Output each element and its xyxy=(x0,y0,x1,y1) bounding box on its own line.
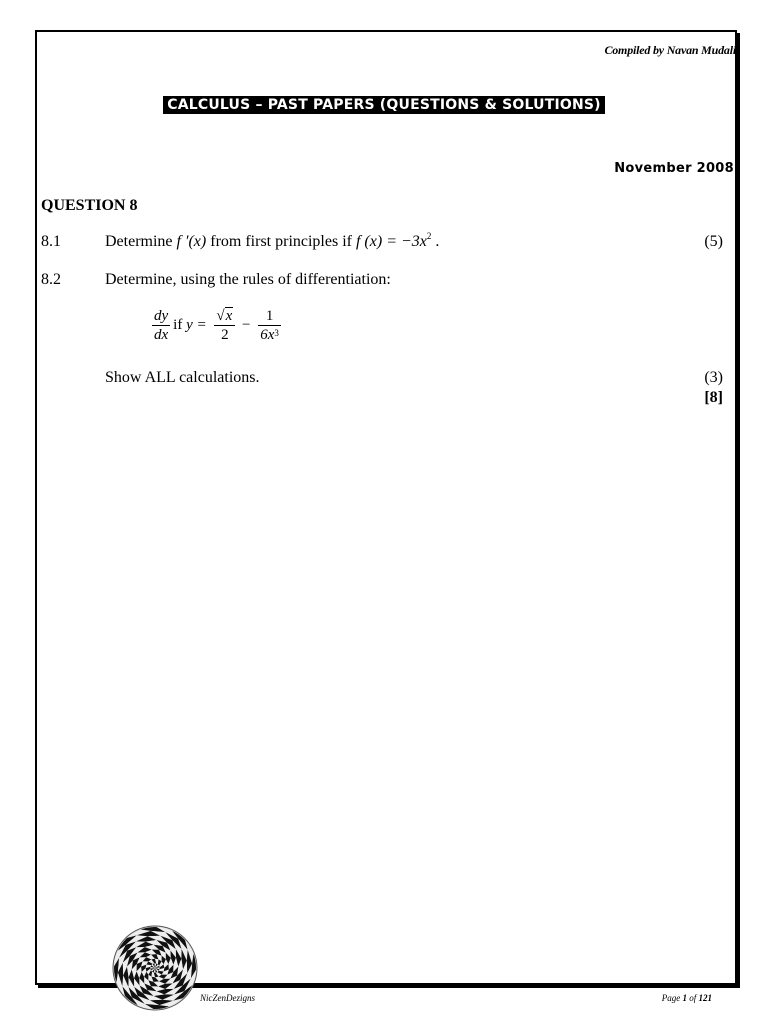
sqrt-x-over-2: $\frac{√x}{2}$ xyxy=(214,307,235,344)
item-number: 8.1 xyxy=(41,233,61,250)
footer-brand: NicZenDezigns xyxy=(200,993,255,1003)
fx-expr: f (x) = −3x xyxy=(355,233,427,250)
one-over-6x3: $\frac{1}{6x^3}$ xyxy=(260,308,279,343)
derivative-formula: $\frac{dy}{dx}$ if y = $\frac{√x}{2}$ − $\frac{1}{6x^3}$ xyxy=(154,308,279,343)
compiled-by: Compiled by Navan Mudali xyxy=(604,43,736,57)
item-marks: (5) xyxy=(704,233,723,250)
document-title: CALCULUS – PAST PAPERS (QUESTIONS & SOLUTIONS) xyxy=(163,96,605,114)
item-marks: (3) xyxy=(704,369,723,386)
item-text: Determine, using the rules of differentiation: xyxy=(105,271,391,288)
exam-date: November 2008 xyxy=(614,161,734,176)
item-number: 8.2 xyxy=(41,271,61,288)
niczendezigns-logo xyxy=(112,925,198,1011)
fprime-expr: f ′(x) xyxy=(176,233,207,250)
item-text: Determine f ′(x) from first principles if f $(x) = -3x^2$ . xyxy=(105,231,440,250)
total-marks: [8] xyxy=(704,389,723,406)
instruction-text: Show ALL calculations. xyxy=(105,369,260,386)
question-heading: QUESTION 8 xyxy=(41,197,138,214)
page-number: Page 1 of 121 xyxy=(661,993,712,1003)
dy-dx-fraction: $\frac{dy}{dx}$ xyxy=(154,308,169,343)
